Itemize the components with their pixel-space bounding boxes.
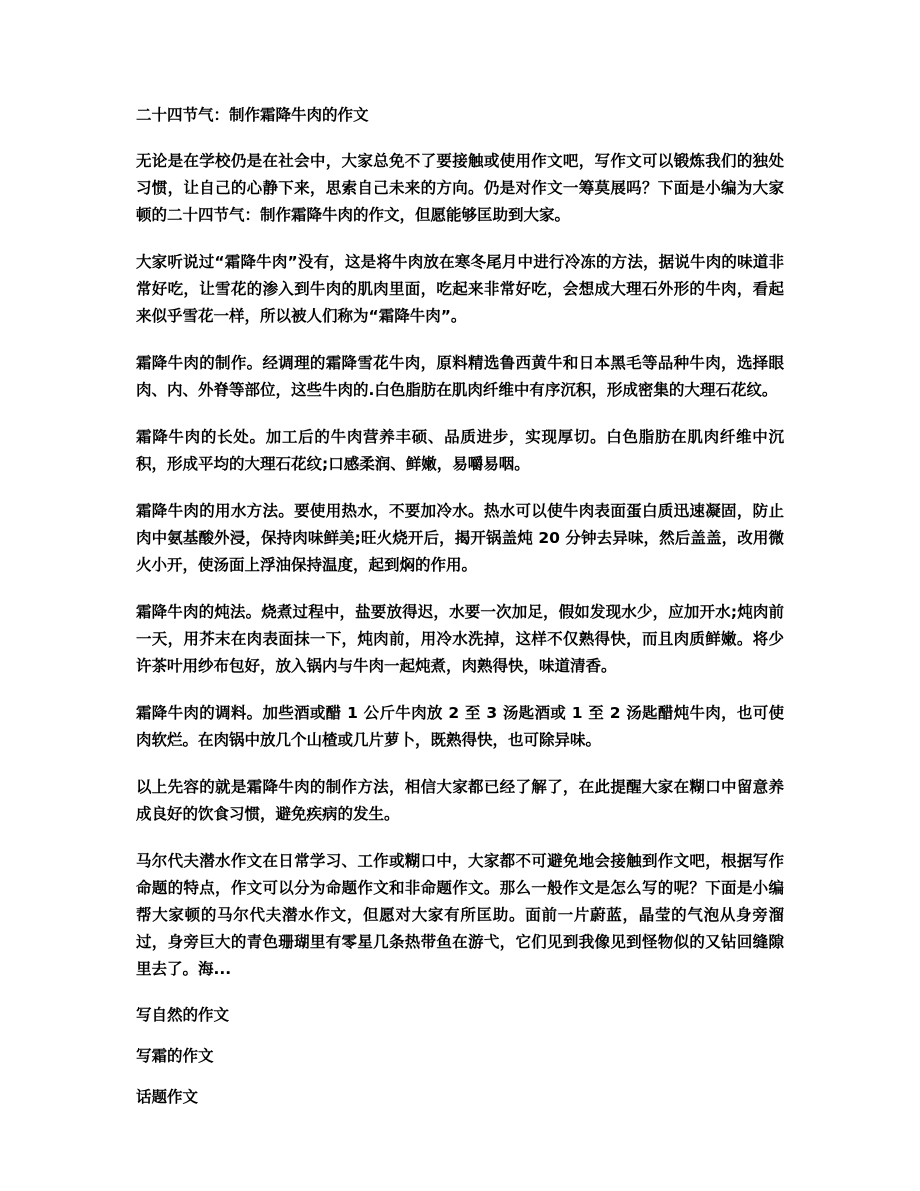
related-links [136, 1003, 784, 1109]
paragraph-water-method: 霜降牛肉的用水方法。要使用热水，不要加冷水。热水可以使牛肉表面蛋白质迅速凝固，防止肉中氨基酸外浸，保持肉味鲜美;旺火烧开后，揭开锅盖炖 20 分钟去异味，然后盖盖，改用微火小开，使汤面上浮油保持温度，起到焖的作用。 [136, 502, 784, 574]
document-title: 二十四节气：制作霜降牛肉的作文 [136, 106, 369, 124]
paragraph-making: 霜降牛肉的制作。经调理的霜降雪花牛肉，原料精选鲁西黄牛和日本黑毛等品种牛肉，选择眼肉、内、外脊等部位，这些牛肉的.白色脂肪在肌肉纤维中有序沉积，形成密集的大理石花纹。 [136, 354, 784, 399]
paragraph-seasoning: 霜降牛肉的调料。加些酒或醋 1 公斤牛肉放 2 至 3 汤匙酒或 1 至 2 汤匙醋炖牛肉，也可使肉软烂。在肉锅中放几个山楂或几片萝卜，既熟得快，也可除异味。 [136, 704, 784, 749]
paragraph-intro: 无论是在学校仍是在社会中，大家总免不了要接触或使用作文吧，写作文可以锻炼我们的独处习惯，让自己的心静下来，思索自己未来的方向。仍是对作文一筹莫展吗？下面是小编为大家顿的二十四节气：制作霜降牛肉的作文，但愿能够匡助到大家。 [136, 152, 784, 224]
paragraph-advantages: 霜降牛肉的长处。加工后的牛肉营养丰硕、品质进步，实现厚切。白色脂肪在肌肉纤维中沉积，形成平均的大理石花纹;口感柔润、鲜嫩，易嚼易咽。 [136, 428, 784, 473]
paragraph-stewing: 霜降牛肉的炖法。烧煮过程中，盐要放得迟，水要一次加足，假如发现水少，应加开水;炖肉前一天，用芥末在肉表面抹一下，炖肉前，用冷水洗掉，这样不仅熟得快，而且肉质鲜嫩。将少许茶叶用纱布包好，放入锅内与牛肉一起炖煮，肉熟得快，味道清香。 [136, 603, 784, 675]
paragraph-what-is: 大家听说过“霜降牛肉”没有，这是将牛肉放在寒冬尾月中进行冷冻的方法，据说牛肉的味道非常好吃，让雪花的渗入到牛肉的肌肉里面，吃起来非常好吃，会想成大理石外形的牛肉，看起来似乎雪花一样，所以被人们称为“霜降牛肉”。 [136, 253, 784, 325]
related-link-frost-essay[interactable]: 写霜的作文 [136, 1047, 214, 1065]
related-link-topic-essay[interactable]: 话题作文 [136, 1088, 199, 1106]
paragraph-conclusion: 以上先容的就是霜降牛肉的制作方法，相信大家都已经了解了，在此提醒大家在糊口中留意养成良好的饮食习惯，避免疾病的发生。 [136, 778, 784, 823]
related-link-nature-essay[interactable]: 写自然的作文 [136, 1006, 230, 1024]
paragraph-related-excerpt: 马尔代夫潜水作文在日常学习、工作或糊口中，大家都不可避免地会接触到作文吧，根据写作命题的特点，作文可以分为命题作文和非命题作文。那么一般作文是怎么写的呢？下面是小编帮大家顿的马尔代夫潜水作文，但愿对大家有所匡助。面前一片蔚蓝，晶莹的气泡从身旁溜过，身旁巨大的青色珊瑚里有零星几条热带鱼在游弋，它们见到我像见到怪物似的又钻回缝隙里去了。海... [136, 852, 784, 978]
document-body [136, 148, 784, 983]
